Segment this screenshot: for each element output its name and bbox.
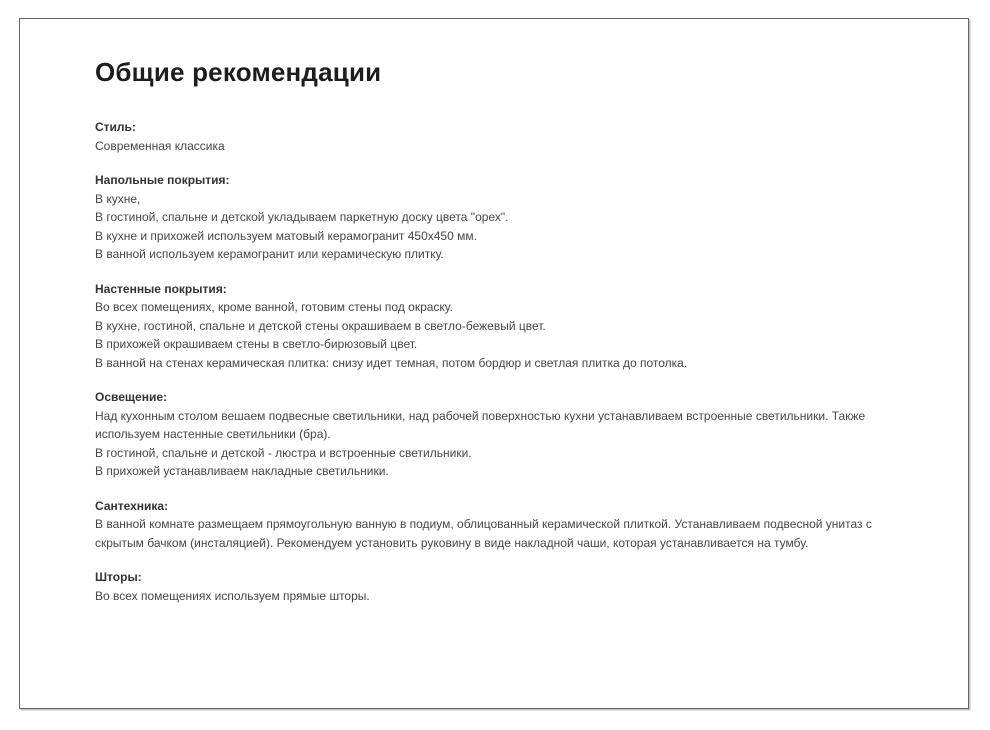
section-heading: Напольные покрытия:: [95, 173, 230, 187]
section-heading: Сантехника:: [95, 498, 169, 513]
section-line: В кухне и прихожей используем матовый керамогранит 450х450 мм.: [95, 228, 477, 243]
document-page: [19, 18, 969, 709]
section-line: используем настенные светильники (бра).: [95, 427, 331, 441]
section: [95, 388, 888, 481]
sections-container: [95, 118, 888, 605]
section-line: В кухне, гостиной, спальне и детской стены окрашиваем в светло-бежевый цвет.: [95, 318, 546, 333]
section-line: В ванной на стенах керамическая плитка: снизу идет темная, потом бордюр и светлая плитка до потолка.: [95, 355, 688, 370]
section-line: Над кухонным столом вешаем подвесные светильники, над рабочей поверхностью кухни устанавливаем встроенные светильники. Также: [95, 408, 866, 423]
section-line: В ванной используем керамогранит или керамическую плитку.: [95, 247, 444, 261]
section: [95, 280, 888, 373]
section-heading: Шторы:: [95, 570, 142, 584]
page-title: Общие рекомендации: [95, 57, 382, 87]
section: [95, 497, 888, 553]
section-line: В прихожей устанавливаем накладные светильники.: [95, 464, 389, 478]
section-line: Во всех помещениях используем прямые шторы.: [95, 588, 370, 603]
section-line: скрытым бачком (инсталяцией). Рекомендуем установить руковину в виде накладной чаши, которая устанавливается на тумбу.: [95, 535, 809, 550]
section-line: Современная классика: [95, 138, 225, 153]
section-heading: Настенные покрытия:: [95, 281, 227, 296]
section-line: В кухне,: [95, 191, 141, 206]
section-line: В прихожей окрашиваем стены в светло-бирюзовый цвет.: [95, 337, 418, 351]
section-heading: Стиль:: [95, 120, 136, 134]
section-line: Во всех помещениях, кроме ванной, готовим стены под окраску.: [95, 300, 453, 314]
section: [95, 171, 888, 264]
section-line: В гостиной, спальне и детской укладываем паркетную доску цвета "орех".: [95, 210, 509, 224]
section-line: В гостиной, спальне и детской - люстра и встроенные светильники.: [95, 445, 472, 460]
section-line: В ванной комнате размещаем прямоугольную ванную в подиум, облицованный керамической плиткой. Устанавливаем подвесной унитаз с: [95, 517, 872, 531]
section-heading: Освещение:: [95, 390, 167, 404]
section: [95, 568, 888, 605]
section: [95, 118, 888, 155]
